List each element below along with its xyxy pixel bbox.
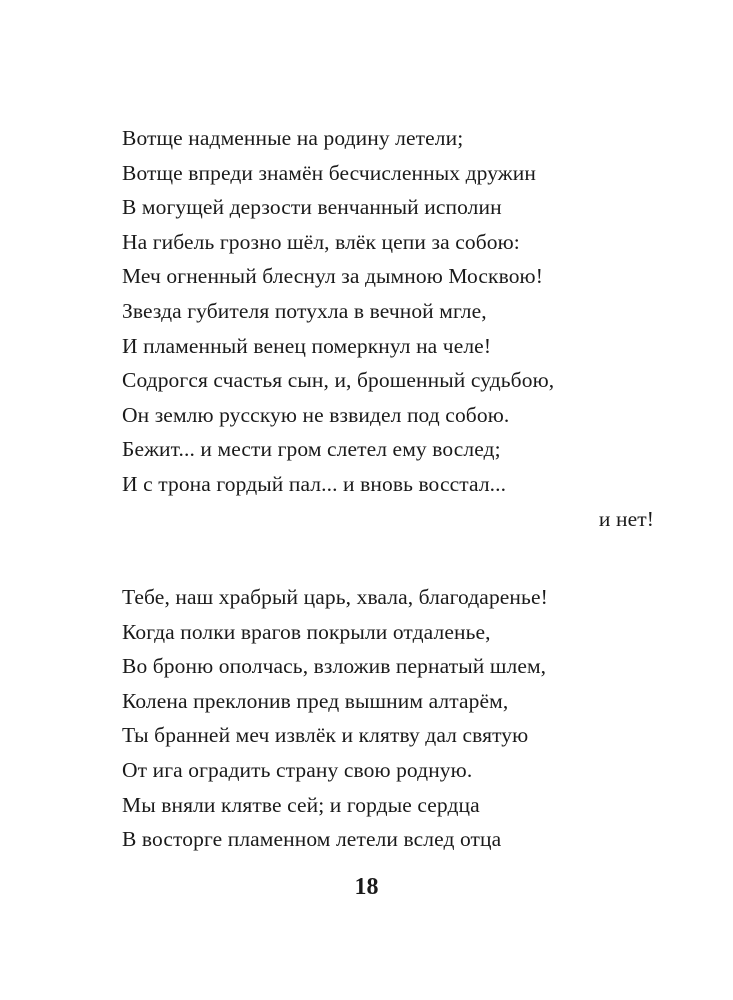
stanza-2 bbox=[122, 580, 654, 857]
poem-line: От ига оградить страну свою родную. bbox=[122, 757, 473, 782]
poem-line: Когда полки врагов покрыли отдаленье, bbox=[122, 619, 491, 644]
stanza-1 bbox=[122, 121, 654, 536]
poem-line: На гибель грозно шёл, влёк цепи за собою: bbox=[122, 229, 520, 254]
poem-line: Мы вняли клятве сей; и гордые сердца bbox=[122, 792, 480, 817]
poem-line: Звезда губителя потухла в вечной мгле, bbox=[122, 298, 487, 323]
poem-line: В восторге пламенном летели вслед отца bbox=[122, 827, 502, 852]
poem-line: Содрогся счастья сын, и, брошенный судьбою, bbox=[122, 368, 555, 393]
poem-line: Бежит... и мести гром слетел ему вослед; bbox=[122, 437, 501, 462]
poem-line: И пламенный венец померкнул на челе! bbox=[122, 333, 492, 358]
poem-line-continuation: и нет! bbox=[598, 506, 654, 531]
poem-line: Вотще впреди знамён бесчисленных дружин bbox=[122, 160, 536, 185]
poem-line: Он землю русскую не взвидел под собою. bbox=[122, 402, 510, 427]
poem-line: Ты бранней меч извлёк и клятву дал святую bbox=[122, 723, 529, 748]
poem-line: Колена преклонив пред вышним алтарём, bbox=[122, 688, 509, 713]
poem-line: И с трона гордый пал... и вновь восстал... bbox=[122, 471, 507, 496]
page-number: 18 bbox=[354, 874, 379, 900]
poem-line: В могущей дерзости венчанный исполин bbox=[122, 195, 502, 220]
poem-line: Тебе, наш храбрый царь, хвала, благодаренье! bbox=[122, 585, 548, 609]
poem-line: Вотще надменные на родину летели; bbox=[122, 126, 464, 150]
poem-line: Меч огненный блеснул за дымною Москвою! bbox=[122, 264, 543, 289]
poem-line: Во броню ополчась, взложив пернатый шлем, bbox=[122, 654, 547, 679]
